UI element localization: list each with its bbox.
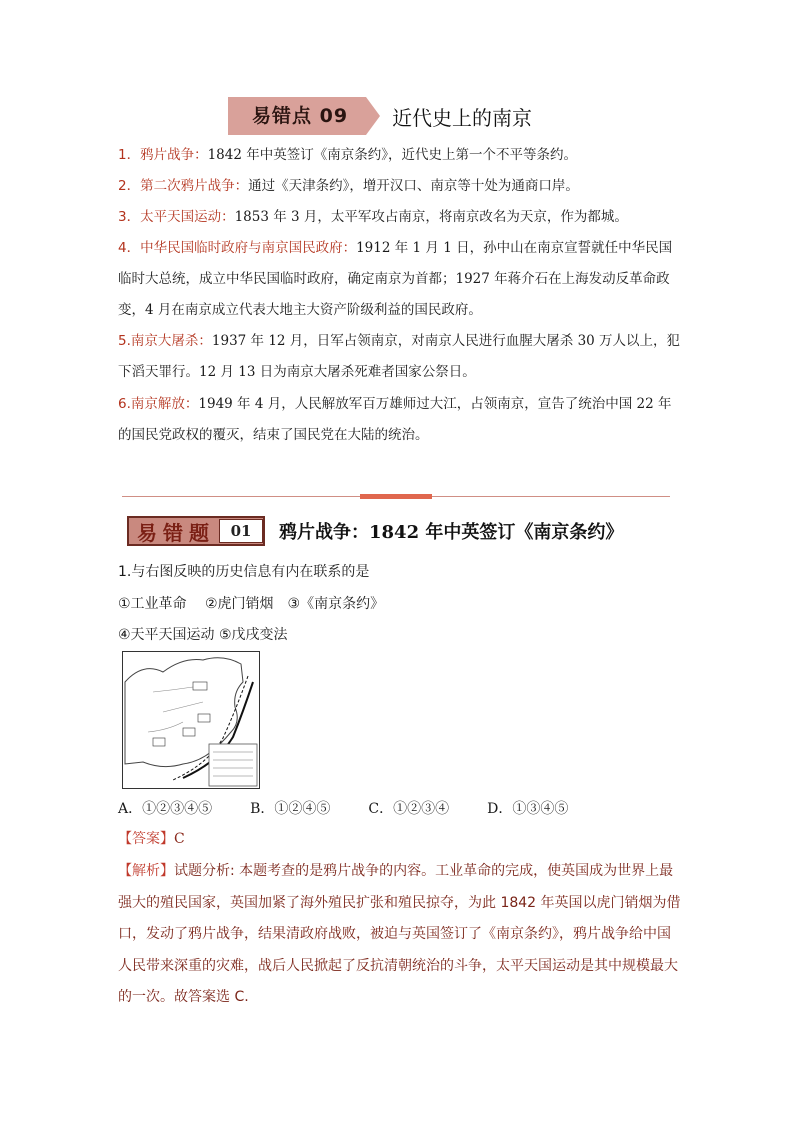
analysis xyxy=(118,856,684,1014)
point-key: 2．第二次鸦片战争： xyxy=(118,178,249,194)
question-heading xyxy=(127,516,623,546)
answer xyxy=(118,828,185,848)
divider-accent xyxy=(360,494,432,499)
analysis-label: 【解析】 xyxy=(118,863,174,879)
point-2 xyxy=(118,171,683,202)
point-key: 6.南京解放： xyxy=(118,396,199,412)
question-tag xyxy=(127,516,265,546)
options-line-1: ①工业革命 ②虎门销烟 ③《南京条约》 xyxy=(118,596,385,612)
answer-label: 【答案】 xyxy=(118,831,174,847)
section-title: 近代史上的南京 xyxy=(392,105,533,130)
question-number: 01 xyxy=(219,519,263,543)
point-key: 3．太平天国运动： xyxy=(118,209,235,225)
options-line-2: ④天平天国运动 ⑤戊戌变法 xyxy=(118,627,288,643)
map-drawing xyxy=(123,652,259,788)
point-value: 通过《天津条约》，增开汉口、南京等十处为通商口岸。 xyxy=(248,178,579,194)
answer-choices xyxy=(118,798,606,818)
point-value: 1912 年 1 月 1 日，孙中山在南京宣誓就任中华民国临时大总统，成立中华民国临时政府，确定南京为首都；1927 年蒋介石在上海发动反革命政变，4 月在南京成立代表大地主大资产阶级利益的国民政府。 xyxy=(118,240,673,318)
point-value: 1937 年 12 月，日军占领南京，对南京人民进行血腥大屠杀 30 万人以上，犯下滔天罪行。12 月 13 日为南京大屠杀死难者国家公祭日。 xyxy=(118,333,681,380)
question-title: 鸦片战争：1842 年中英签订《南京条约》 xyxy=(279,522,624,543)
choice-a[interactable]: A．①②③④⑤ xyxy=(118,801,213,817)
section-heading xyxy=(228,97,532,135)
history-map-image xyxy=(122,651,260,789)
point-4 xyxy=(118,233,683,326)
point-value: 1949 年 4 月，人民解放军百万雄师过大江，占领南京，宣告了统治中国 22 年的国民党政权的覆灭，结束了国民党在大陆的统治。 xyxy=(118,396,672,443)
choice-d[interactable]: D．①③④⑤ xyxy=(487,801,569,817)
point-6 xyxy=(118,389,683,451)
point-key: 4．中华民国临时政府与南京国民政府： xyxy=(118,240,357,256)
choice-c[interactable]: C．①②③④ xyxy=(368,801,450,817)
answer-value: C xyxy=(174,831,185,847)
point-3 xyxy=(118,202,683,233)
point-1 xyxy=(118,140,683,171)
point-key: 5.南京大屠杀： xyxy=(118,333,212,349)
point-value: 1842 年中英签订《南京条约》，近代史上第一个不平等条约。 xyxy=(207,147,577,163)
analysis-text: 试题分析: 本题考查的是鸦片战争的内容。工业革命的完成，使英国成为世界上最强大的殖民国家，英国加紧了海外殖民扩张和殖民掠夺，为此 1842 年英国以虎门销烟为借口，发动了鸦片战争，结果清政府战败，被迫与英国签订了《南京条约》，鸦片战争给中国人民带来深重的灾难，战后人民掀起了反抗清朝统治的斗争，太平天国运动是其中规模最大的一次。故答案选 C. xyxy=(118,863,681,1005)
question-stem: 1.与右图反映的历史信息有内在联系的是 xyxy=(118,564,370,580)
section-tag: 易错点 09 xyxy=(228,97,366,135)
point-key: 1．鸦片战争： xyxy=(118,147,208,163)
choice-b[interactable]: B．①②④⑤ xyxy=(250,801,331,817)
point-value: 1853 年 3 月，太平军攻占南京，将南京改名为天京，作为都城。 xyxy=(234,209,628,225)
question-tag-label: 易错题 xyxy=(137,520,215,545)
point-5 xyxy=(118,326,683,388)
